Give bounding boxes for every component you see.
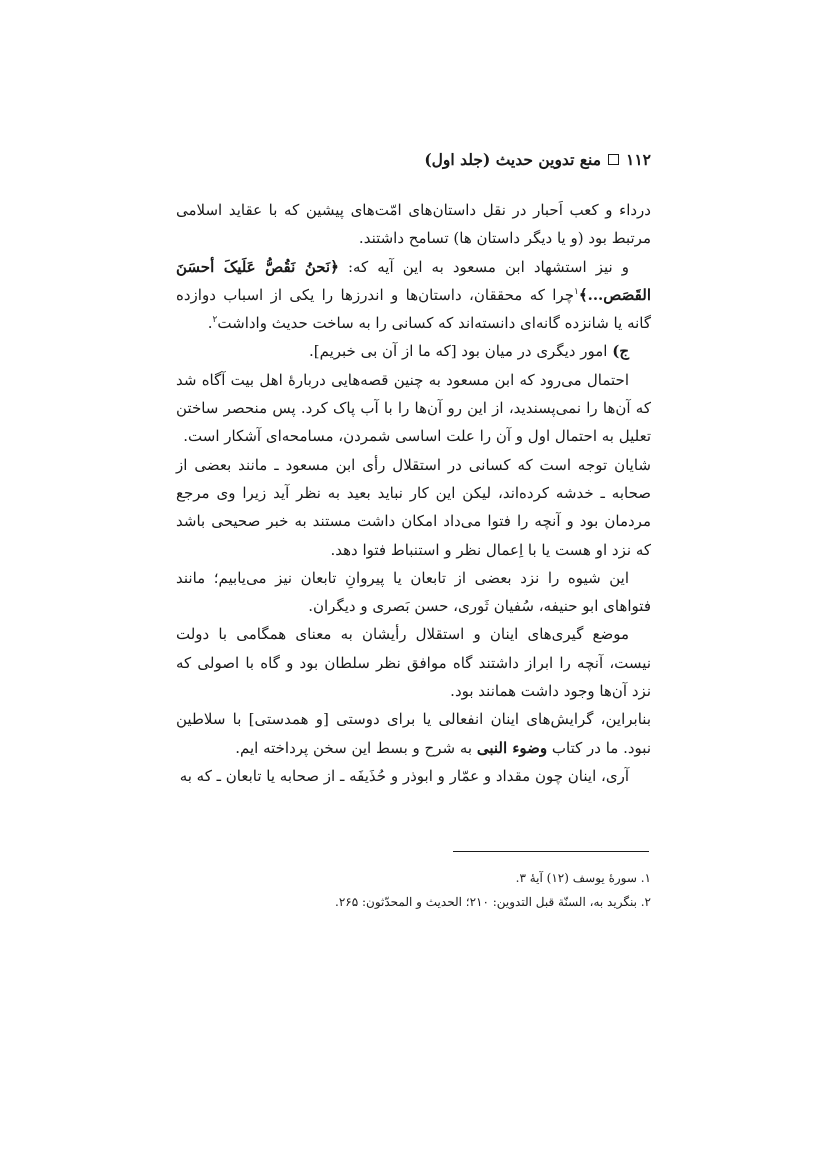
paragraph-3 [176,337,651,365]
paragraph-2-intro: و نیز استشهاد ابن مسعود به این آیه که: [338,257,629,276]
paragraph-5: شایان توجه است که کسانی در استقلال رأی ابن مسعود ـ مانند بعضی از صحابه ـ خدشه کرده‌اند، لیکن این کار نباید بعید به نظر آید زیرا وی مرجع مردمان بود و آنچه را فتوا می‌داد امکان داشت مستند به خبر صحیحی باشد که نزد او هست یا با اِعمال نظر و استنباط فتوا دهد. [176,455,651,559]
paragraph-9: آری، اینان چون مقداد و عمّار و ابوذر و حُذَیفَه ـ از صحابه یا تابعان ـ که به [179,766,629,785]
page-number: ۱۱۲ [626,150,651,169]
paragraph-8-intro: بنابراین، گرایش‌های اینان انفعالی یا برای دوستی [و همدستی] با سلاطین نبود. ما در کتاب [176,710,651,757]
paragraph-4: احتمال می‌رود که ابن مسعود به چنین قصه‌هایی دربارۀ اهل بیت آگاه شد که آن‌ها را نمی‌پسندید، از این رو آن‌ها را با آب پاک کرد. پس منحصر ساختن تعلیل به احتمال اول و آن را علت اساسی شمردن، مسامحه‌ای آشکار است. [176,370,651,446]
main-text [176,196,651,790]
paragraph-2-body: چرا که محققان، داستان‌ها و اندرزها را یکی از اسباب دوازده گانه یا شانزده گانه‌ای دانسته‌اند که کسانی را به ساخت حدیث واداشت [176,285,651,333]
paragraph-6: این شیوه را نزد بعضی از تابعان یا پیروانِ تابعان نیز می‌یابیم؛ مانند فتواهای ابو حنیفه، سُفیان ثَوری، حسن بَصری و دیگران. [176,568,651,616]
book-reference: وضوء النبی [476,738,548,757]
quran-verse: ﴿نَحنُ نَقُصُّ عَلَیکَ أحسَنَ القَصَص...﴾ [176,257,651,304]
paragraph-8-end: به شرح و بسط این سخن پرداخته ایم. [235,738,477,757]
section-label: ج) [612,342,629,361]
page-header [424,150,651,169]
paragraph-3-text: امور دیگری در میان بود [که ما از آن بی خبریم]. [308,342,613,361]
footnote-divider [453,851,649,852]
header-square-icon [608,154,619,165]
paragraph-8 [176,705,651,762]
paragraph-7: موضع گیری‌های اینان و استقلال رأیشان به معنای همگامی با دولت نیست، آنچه را ابراز داشتند گاه موافق نظر سلطان بود و گاه با اصولی که نزد آن‌ها وجود داشت همانند بود. [176,625,651,701]
footnote-ref-1[interactable]: ۱ [573,286,579,297]
footnotes [176,866,651,914]
book-title: منع تدوین حدیث (جلد اول) [424,150,602,169]
paragraph-1: درداء و کعب اَحبار در نقل داستان‌های امّت‌های پیشین که با عقاید اسلامی مرتبط بود (و یا دیگر داستان ها) تسامح داشتند. [176,201,651,248]
paragraph-2-end: . [207,314,213,333]
footnote-ref-2[interactable]: ۲ [212,315,218,326]
footnote-1: ۱. سورۀ یوسف (۱۲) آیۀ ۳. [515,871,651,885]
footnote-2: ۲. بنگرید به، السنّة قبل التدوین: ۲۱۰؛ الحدیث و المحدّثون: ۲۶۵. [335,895,651,909]
paragraph-2 [176,253,651,338]
